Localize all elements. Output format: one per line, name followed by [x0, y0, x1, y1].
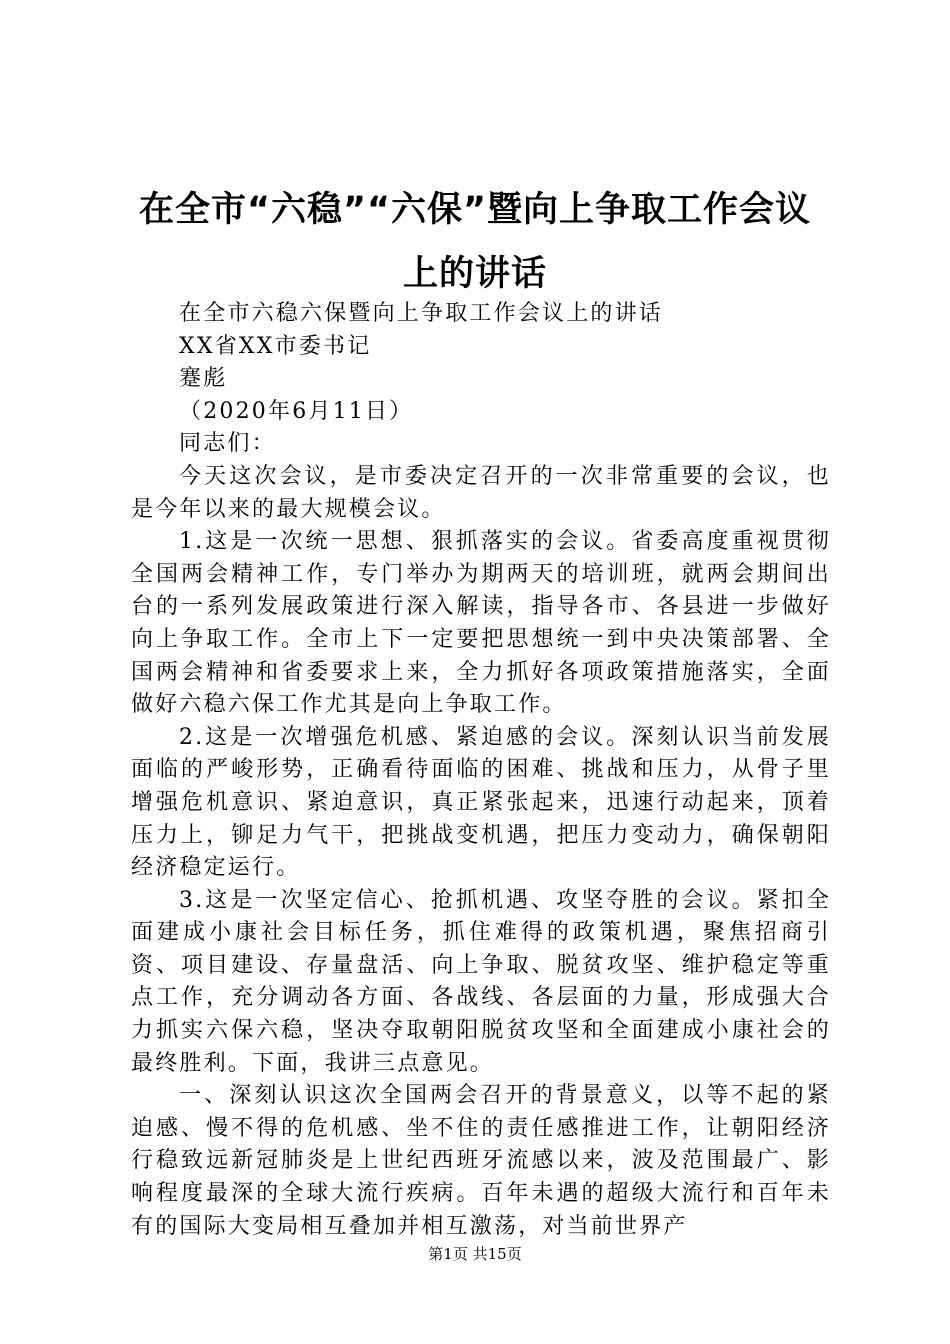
salutation: 同志们： [179, 431, 276, 457]
speech-date: （2020年6月11日） [179, 398, 414, 424]
title-line-2: 上的讲话 [402, 254, 547, 294]
paragraph-point-2: 2.这是一次增强危机感、紧迫感的会议。深刻认识当前发展面临的严峻形势，正确看待面临的困难、挑战和压力，从骨子里增强危机意识、紧迫意识，真正紧张起来，迅速行动起来，顶着压力上，铆足力气干，把挑战变机遇，把压力变动力，确保朝阳经济稳定运行。 [131, 724, 831, 881]
paragraph-section-1: 一、深刻认识这次全国两会召开的背景意义，以等不起的紧迫感、慢不得的危机感、坐不住的责任感推进工作，让朝阳经济行稳致远新冠肺炎是上世纪西班牙流感以来，波及范围最广、影响程度最深的全球大流行疾病。百年未遇的超级大流行和百年未有的国际大变局相互叠加并相互激荡，对当前世界产 [131, 1083, 831, 1239]
subtitle: 在全市六稳六保暨向上争取工作会议上的讲话 [179, 301, 664, 326]
author-name: 蹇彪 [179, 366, 228, 392]
author-position: XX省XX市委书记 [179, 333, 372, 359]
paragraph-point-3: 3.这是一次坚定信心、抢抓机遇、攻坚夺胜的会议。紧扣全面建成小康社会目标任务，抓住难得的政策机遇，聚焦招商引资、项目建设、存量盘活、向上争取、脱贫攻坚、维护稳定等重点工作，充分调动各方面、各战线、各层面的力量，形成强大合力抓实六保六稳，坚决夺取朝阳脱贫攻坚和全面建成小康社会的最终胜利。下面，我讲三点意见。 [131, 887, 831, 1076]
paragraph-point-1: 1.这是一次统一思想、狠抓落实的会议。省委高度重视贯彻全国两会精神工作，专门举办为期两天的培训班，就两会期间出台的一系列发展政策进行深入解读，指导各市、各县进一步做好向上争取工作。全市上下一定要把思想统一到中央决策部署、全国两会精神和省委要求上来，全力抓好各项政策措施落实，全面做好六稳六保工作尤其是向上争取工作。 [131, 529, 831, 718]
paragraph-intro: 今天这次会议，是市委决定召开的一次非常重要的会议，也是今年以来的最大规模会议。 [131, 463, 831, 522]
document-body [131, 298, 831, 1243]
page-footer: 第1页 共15页 [428, 1245, 522, 1263]
document-title [100, 178, 850, 306]
title-line-1: 在全市“六稳”“六保”暨向上争取工作会议 [138, 190, 811, 230]
